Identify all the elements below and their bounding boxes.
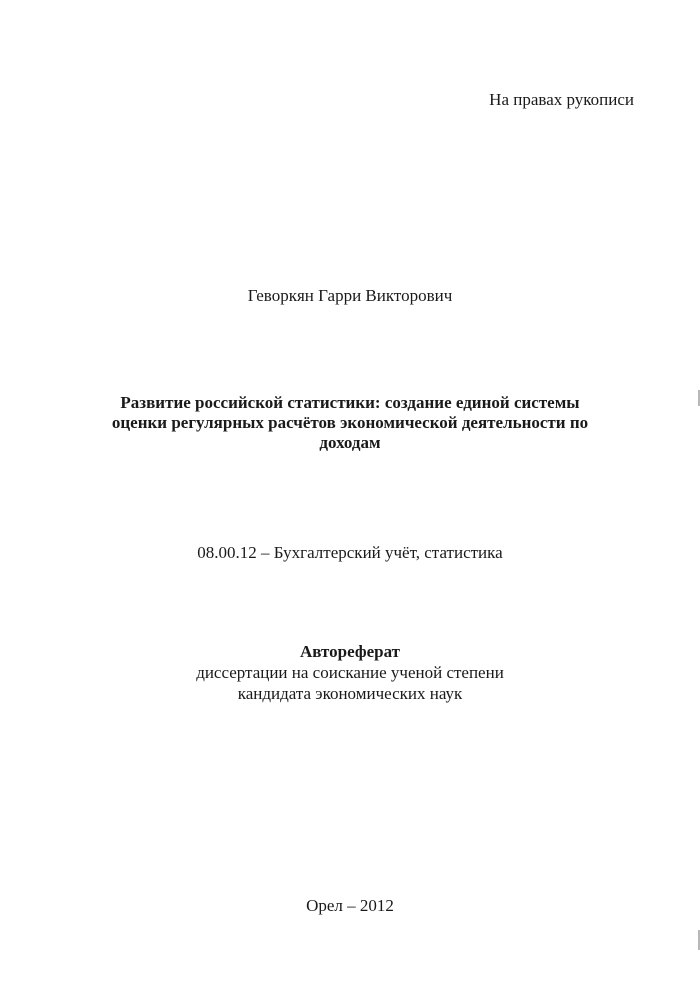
abstract-heading: Автореферат	[299, 642, 401, 661]
rights-note: На правах рукописи	[489, 90, 634, 109]
place-year: Орел – 2012	[306, 896, 394, 915]
title-line: оценки регулярных расчётов экономической деятельности по	[111, 413, 589, 432]
title-line: доходам	[319, 433, 381, 452]
author-name: Геворкян Гарри Викторович	[247, 286, 453, 305]
abstract-line: диссертации на соискание ученой степени	[196, 663, 504, 682]
dissertation-title	[60, 393, 640, 453]
abstract-block	[0, 641, 700, 704]
specialty-code: 08.00.12 – Бухгалтерский учёт, статистика	[197, 543, 503, 562]
abstract-line: кандидата экономических наук	[237, 684, 463, 703]
title-line: Развитие российской статистики: создание единой системы	[120, 393, 580, 412]
